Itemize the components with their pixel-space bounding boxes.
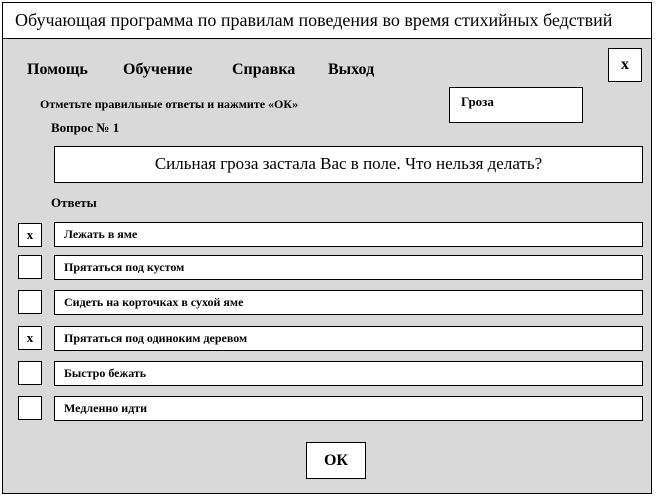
question-number: Вопрос № 1 <box>51 120 120 135</box>
answer-checkbox-4[interactable]: x <box>18 326 42 350</box>
ok-button[interactable]: ОК <box>306 442 366 479</box>
answer-option-1[interactable]: Лежать в яме <box>54 222 643 247</box>
answer-checkbox-5[interactable] <box>18 361 42 385</box>
instruction-text: Отметьте правильные ответы и нажмите «ОК» <box>40 97 299 111</box>
answer-checkbox-2[interactable] <box>18 255 42 279</box>
answer-option-3[interactable]: Сидеть на корточках в сухой яме <box>54 290 643 315</box>
answer-checkbox-3[interactable] <box>18 290 42 314</box>
answer-option-6[interactable]: Медленно идти <box>54 396 643 421</box>
answer-option-4[interactable]: Прятаться под одиноким деревом <box>54 326 643 351</box>
answer-checkbox-1[interactable]: x <box>18 223 42 247</box>
answer-checkbox-6[interactable] <box>18 396 42 420</box>
topic-field: Гроза <box>449 87 583 123</box>
answer-option-2[interactable]: Прятаться под кустом <box>54 255 643 280</box>
menu-item-reference[interactable]: Справка <box>232 61 296 78</box>
window-title: Обучающая программа по правилам поведения во время стихийных бедствий <box>15 10 613 30</box>
app-window <box>2 2 652 494</box>
answer-option-5[interactable]: Быстро бежать <box>54 361 643 386</box>
question-text: Сильная гроза застала Вас в поле. Что нельзя делать? <box>54 146 643 183</box>
close-button[interactable]: x <box>608 48 642 82</box>
title-bar <box>3 3 651 39</box>
menu-item-exit[interactable]: Выход <box>328 61 375 78</box>
menu-item-help[interactable]: Помощь <box>27 61 88 78</box>
menu-item-learning[interactable]: Обучение <box>123 61 193 78</box>
main-panel <box>7 41 647 487</box>
answers-label: Ответы <box>51 195 97 210</box>
